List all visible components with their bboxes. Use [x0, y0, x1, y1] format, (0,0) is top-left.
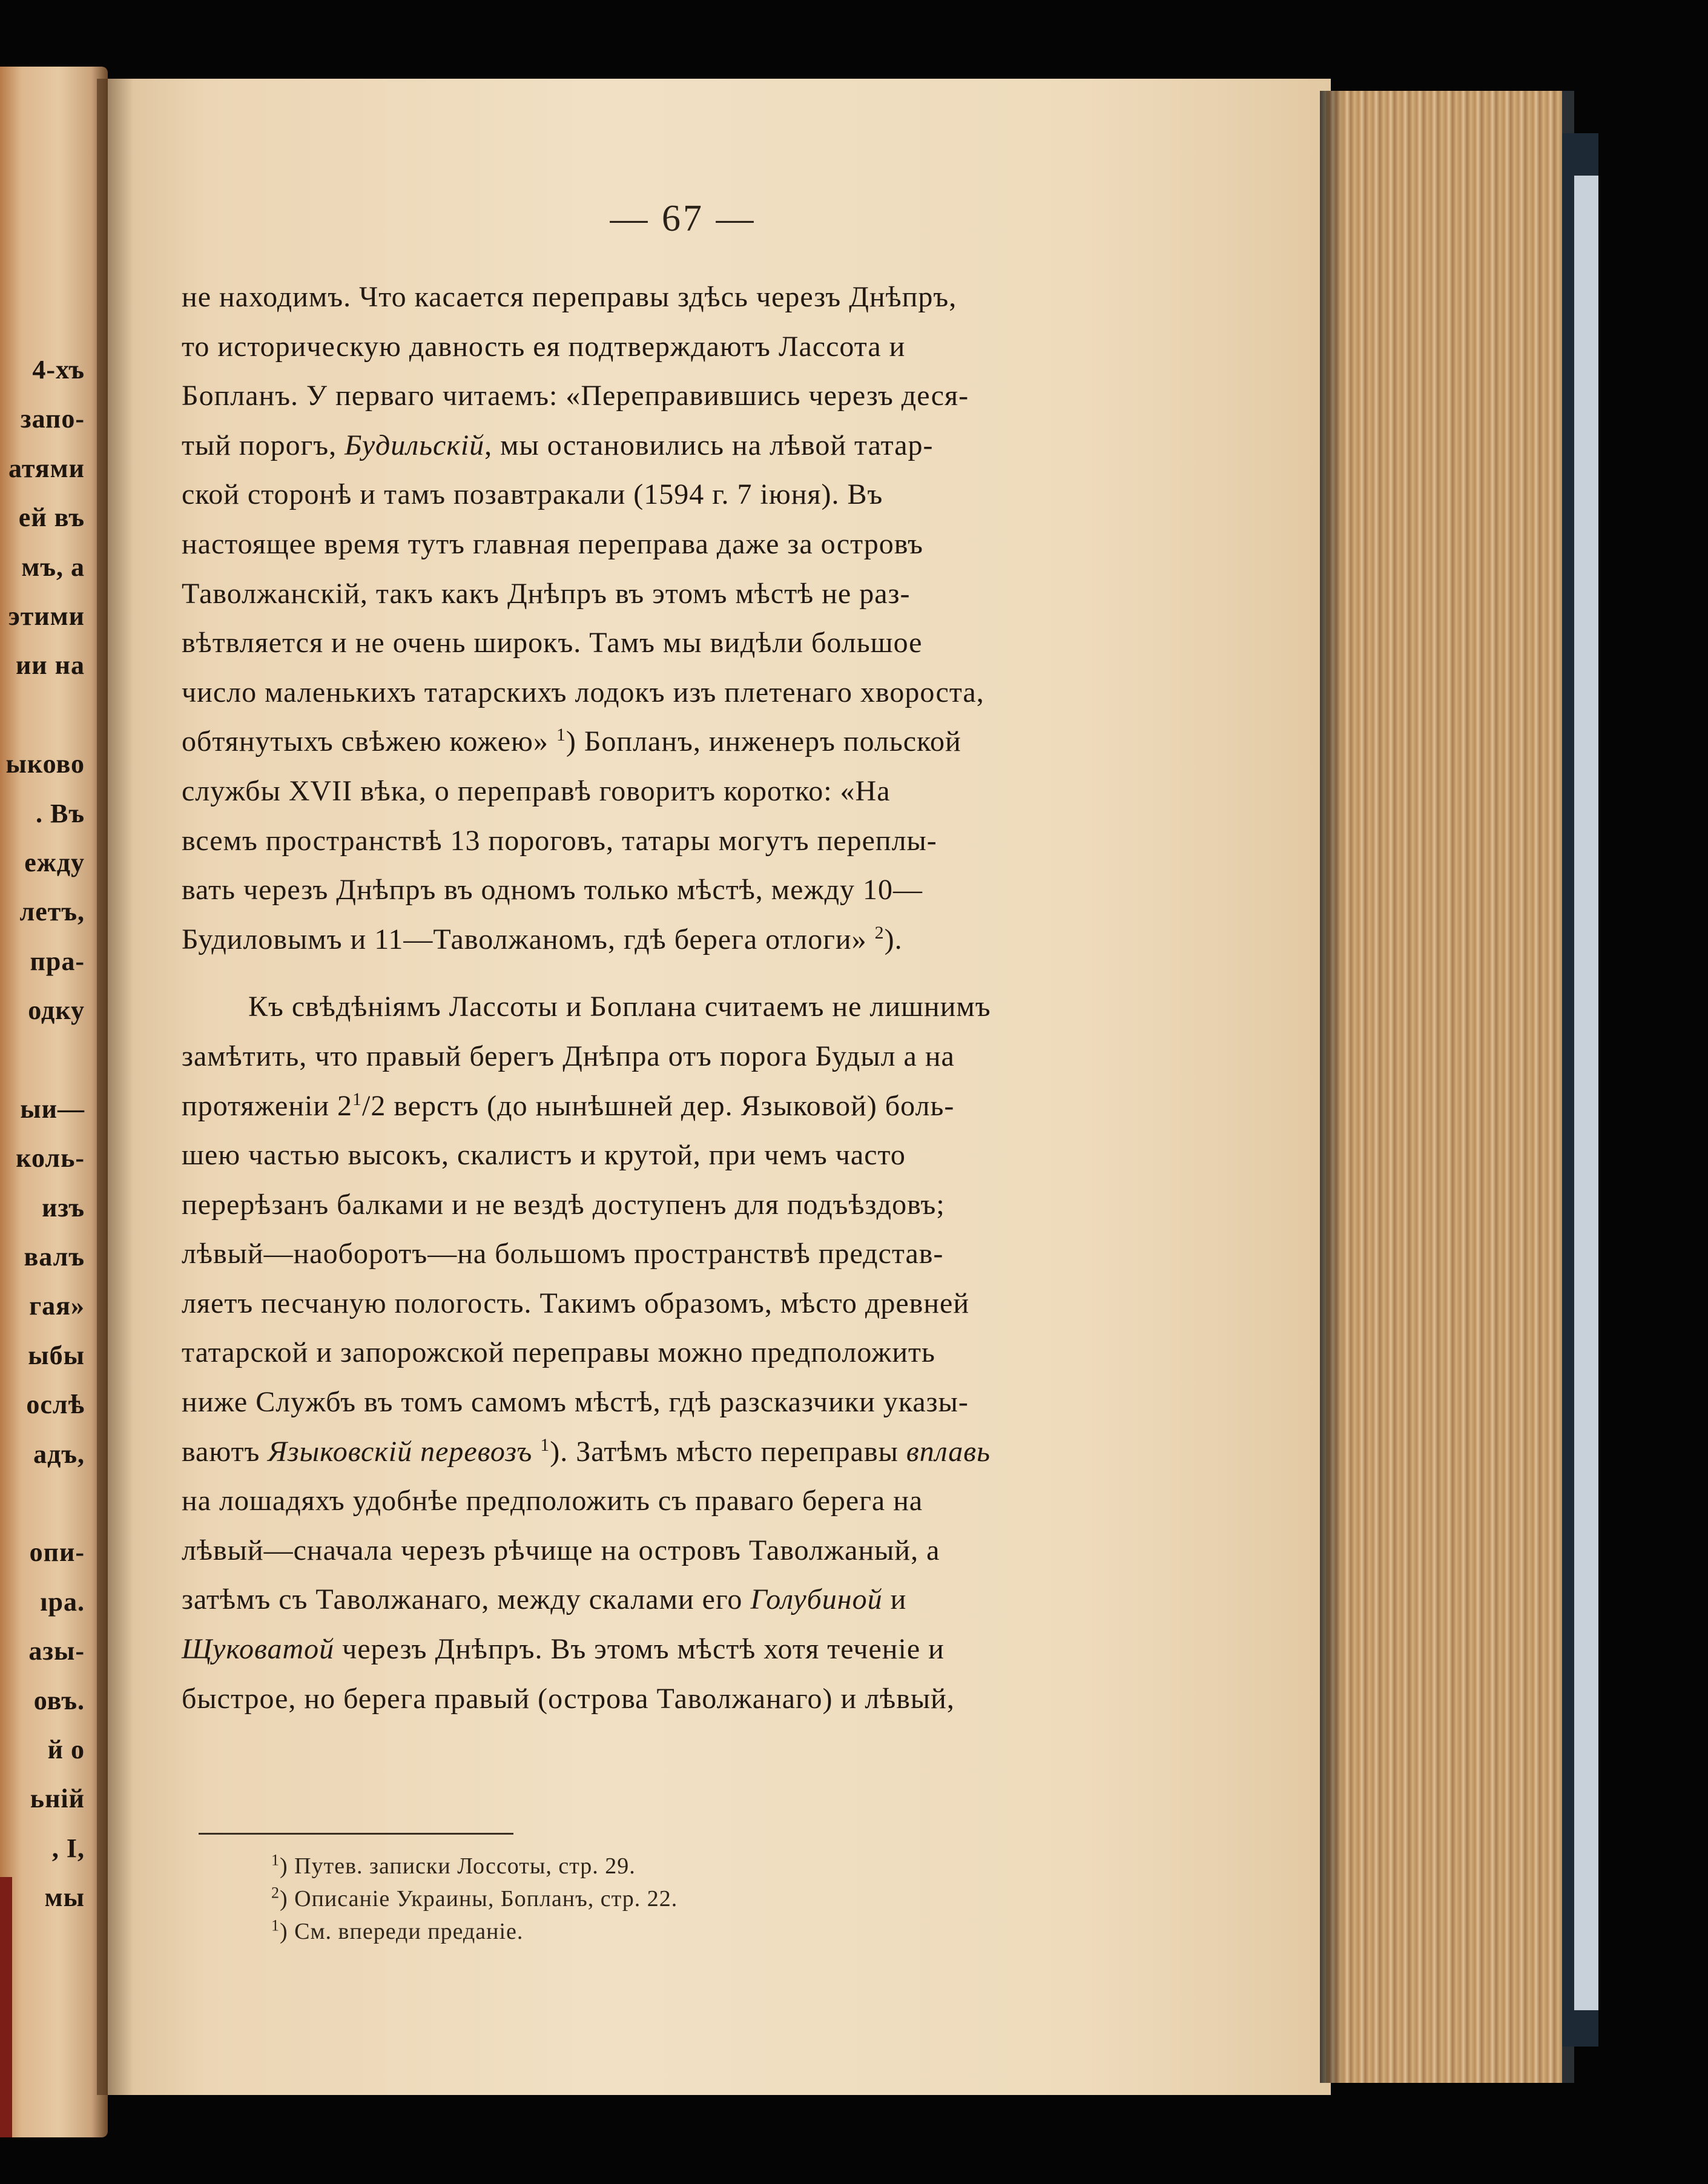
left-fragment: коль- [16, 1143, 85, 1173]
left-fragment: этими [8, 601, 85, 631]
text-line: татарской и запорожской переправы можно предположить [182, 1336, 935, 1369]
text-run: черезъ Днѣпръ. Въ этомъ мѣстѣ хотя теченіе и [334, 1633, 945, 1666]
page-number: — 67 — [610, 198, 756, 239]
footnote-number: 1 [271, 1916, 280, 1935]
left-fragment: овъ. [33, 1685, 85, 1715]
left-fragment: пра- [30, 946, 85, 976]
footnotes [271, 1850, 1179, 1948]
left-fragment [0, 1479, 85, 1528]
text-run: и [882, 1583, 907, 1616]
left-fragment: мы [44, 1882, 85, 1913]
left-fragment: адъ, [33, 1439, 85, 1469]
text-run: ). [884, 923, 903, 955]
footnote-number: 2 [271, 1884, 280, 1902]
left-fragment: . Въ [36, 798, 85, 828]
text-run [532, 1436, 540, 1468]
left-fragment: ıра. [40, 1586, 85, 1617]
italic-place-name: Будильскій [345, 429, 485, 461]
left-fragment: мъ, а [21, 552, 85, 582]
italic-place-name: Голубиной [750, 1583, 883, 1616]
text-line [182, 1625, 1217, 1674]
left-fragment: , I, [51, 1833, 85, 1863]
text-line: быстрое, но берега правый (острова Таволжанаго) и лѣвый, [182, 1682, 955, 1715]
text-line [182, 915, 1217, 965]
text-line: службы XVII вѣка, о переправѣ говоритъ коротко: «На [182, 774, 891, 807]
text-run: ваютъ [182, 1435, 268, 1468]
left-fragment: й о [47, 1734, 85, 1764]
text-line: число маленькихъ татарскихъ лодокъ изъ плетенаго хвороста, [182, 676, 984, 708]
left-fragment: изъ [42, 1192, 85, 1222]
text-line: шею частью высокъ, скалистъ и крутой, при чемъ часто [182, 1139, 906, 1172]
text-line: вать черезъ Днѣпръ въ одномъ только мѣстѣ, между 10— [182, 874, 923, 906]
book-cover-edge [0, 1877, 12, 2137]
text-line [182, 1081, 1217, 1131]
text-line [182, 717, 1217, 767]
text-line: Бопланъ. У перваго читаемъ: «Переправившись черезъ деся- [182, 380, 969, 412]
text-line: на лошадяхъ удобнѣе предположить съ праваго берега на [182, 1485, 923, 1517]
left-fragment: ослѣ [26, 1390, 85, 1420]
left-fragment: 4-хъ [32, 355, 85, 384]
footnote [271, 1850, 1179, 1882]
left-page-text-fragments [0, 345, 85, 1922]
text-line [182, 1575, 1217, 1625]
left-fragment: азы- [28, 1636, 85, 1666]
text-run: /2 верстъ (до нынѣшней дер. Языковой) боль- [362, 1089, 955, 1122]
text-line: Таволжанскій, такъ какъ Днѣпръ въ этомъ мѣстѣ не раз- [182, 577, 911, 610]
left-fragment: ыи— [20, 1094, 85, 1124]
footnote-ref: 2 [874, 922, 885, 943]
footnote-text: ) Путев. записки Лоссоты, стр. 29. [280, 1853, 636, 1879]
text-line: ской сторонѣ и тамъ позавтракали (1594 г. 7 іюня). Въ [182, 478, 883, 511]
left-fragment [0, 690, 85, 739]
text-run: Будиловымъ и 11—Таволжаномъ, гдѣ берега отлоги» [182, 923, 875, 955]
text-line: замѣтить, что правый берегъ Днѣпра отъ порога Будыл а на [182, 1040, 955, 1072]
italic-place-name: Языковскій перевозъ [268, 1435, 533, 1468]
left-fragment [0, 1035, 85, 1084]
left-fragment: летъ, [19, 897, 85, 927]
text-line: ниже Службъ въ томъ самомъ мѣстѣ, гдѣ разсказчики указы- [182, 1386, 969, 1419]
left-fragment: одку [28, 995, 85, 1026]
left-fragment: запо- [20, 404, 85, 434]
footnote-ref: 1 [556, 725, 566, 745]
footnote-text: ) См. впереди преданіе. [280, 1919, 524, 1944]
left-facing-page [0, 67, 108, 2137]
footnote [271, 1882, 1179, 1915]
text-line: перерѣзанъ балками и не вездѣ доступенъ для подъѣздовъ; [182, 1188, 945, 1221]
text-line: настоящее время тутъ главная переправа даже за островъ [182, 527, 923, 560]
text-run: тый порогъ, [182, 429, 345, 461]
text-line [182, 1427, 1217, 1477]
left-fragment: ьній [30, 1784, 85, 1814]
left-fragment: ежду [24, 847, 85, 877]
main-page [108, 79, 1331, 2095]
footnote-number: 1 [271, 1851, 280, 1869]
italic-place-name: Щуковатой [182, 1633, 335, 1666]
text-run: , мы остановились на лѣвой татар- [484, 429, 934, 461]
left-fragment: атями [8, 453, 85, 483]
text-line: Къ свѣдѣніямъ Лассоты и Боплана считаемъ не лишнимъ [248, 991, 991, 1023]
body-text [182, 272, 1217, 1723]
left-fragment: ыбы [28, 1340, 85, 1370]
text-line: то историческую давность ея подтверждаютъ Лассота и [182, 330, 906, 363]
text-line: вѣтвляется и не очень широкъ. Тамъ мы видѣли большое [182, 627, 923, 659]
text-run: ) Бопланъ, инженеръ польской [565, 725, 961, 758]
footnote [271, 1915, 1179, 1948]
text-line: не находимъ. Что касается переправы здѣсь черезъ Днѣпръ, [182, 281, 957, 313]
back-cover-edge [1574, 176, 1598, 2010]
footnote-ref: 1 [540, 1434, 550, 1455]
footnote-divider [199, 1833, 513, 1835]
text-line: ляетъ песчаную пологость. Такимъ образомъ, мѣсто древней [182, 1287, 969, 1319]
left-fragment: гая» [29, 1291, 85, 1321]
gutter-shadow [97, 79, 133, 2095]
left-fragment: опи- [29, 1537, 85, 1568]
text-line: всемъ пространствѣ 13 пороговъ, татары могутъ переплы- [182, 824, 937, 857]
page-block-shadow [1320, 91, 1344, 2083]
fraction-numerator: 1 [352, 1089, 363, 1109]
left-fragment: ей въ [18, 503, 85, 533]
italic-word: вплавь [906, 1435, 991, 1468]
footnote-text: ) Описаніе Украины, Бопланъ, стр. 22. [280, 1886, 678, 1912]
left-fragment: ыково [5, 749, 85, 779]
left-fragment: валъ [24, 1242, 85, 1272]
left-fragment: ии на [15, 650, 85, 681]
page-block-edge [1326, 91, 1574, 2083]
paragraph-gap [182, 964, 1217, 982]
text-run: ). Затѣмъ мѣсто переправы [550, 1435, 906, 1468]
text-line: лѣвый—наоборотъ—на большомъ пространствѣ представ- [182, 1238, 944, 1270]
text-run: обтянутыхъ свѣжею кожею» [182, 725, 556, 758]
text-line [182, 421, 1217, 470]
text-run: протяженіи 2 [182, 1089, 353, 1122]
text-run: затѣмъ съ Таволжанаго, между скалами его [182, 1583, 751, 1616]
text-line: лѣвый—сначала черезъ рѣчище на островъ Таволжаный, а [182, 1534, 940, 1566]
